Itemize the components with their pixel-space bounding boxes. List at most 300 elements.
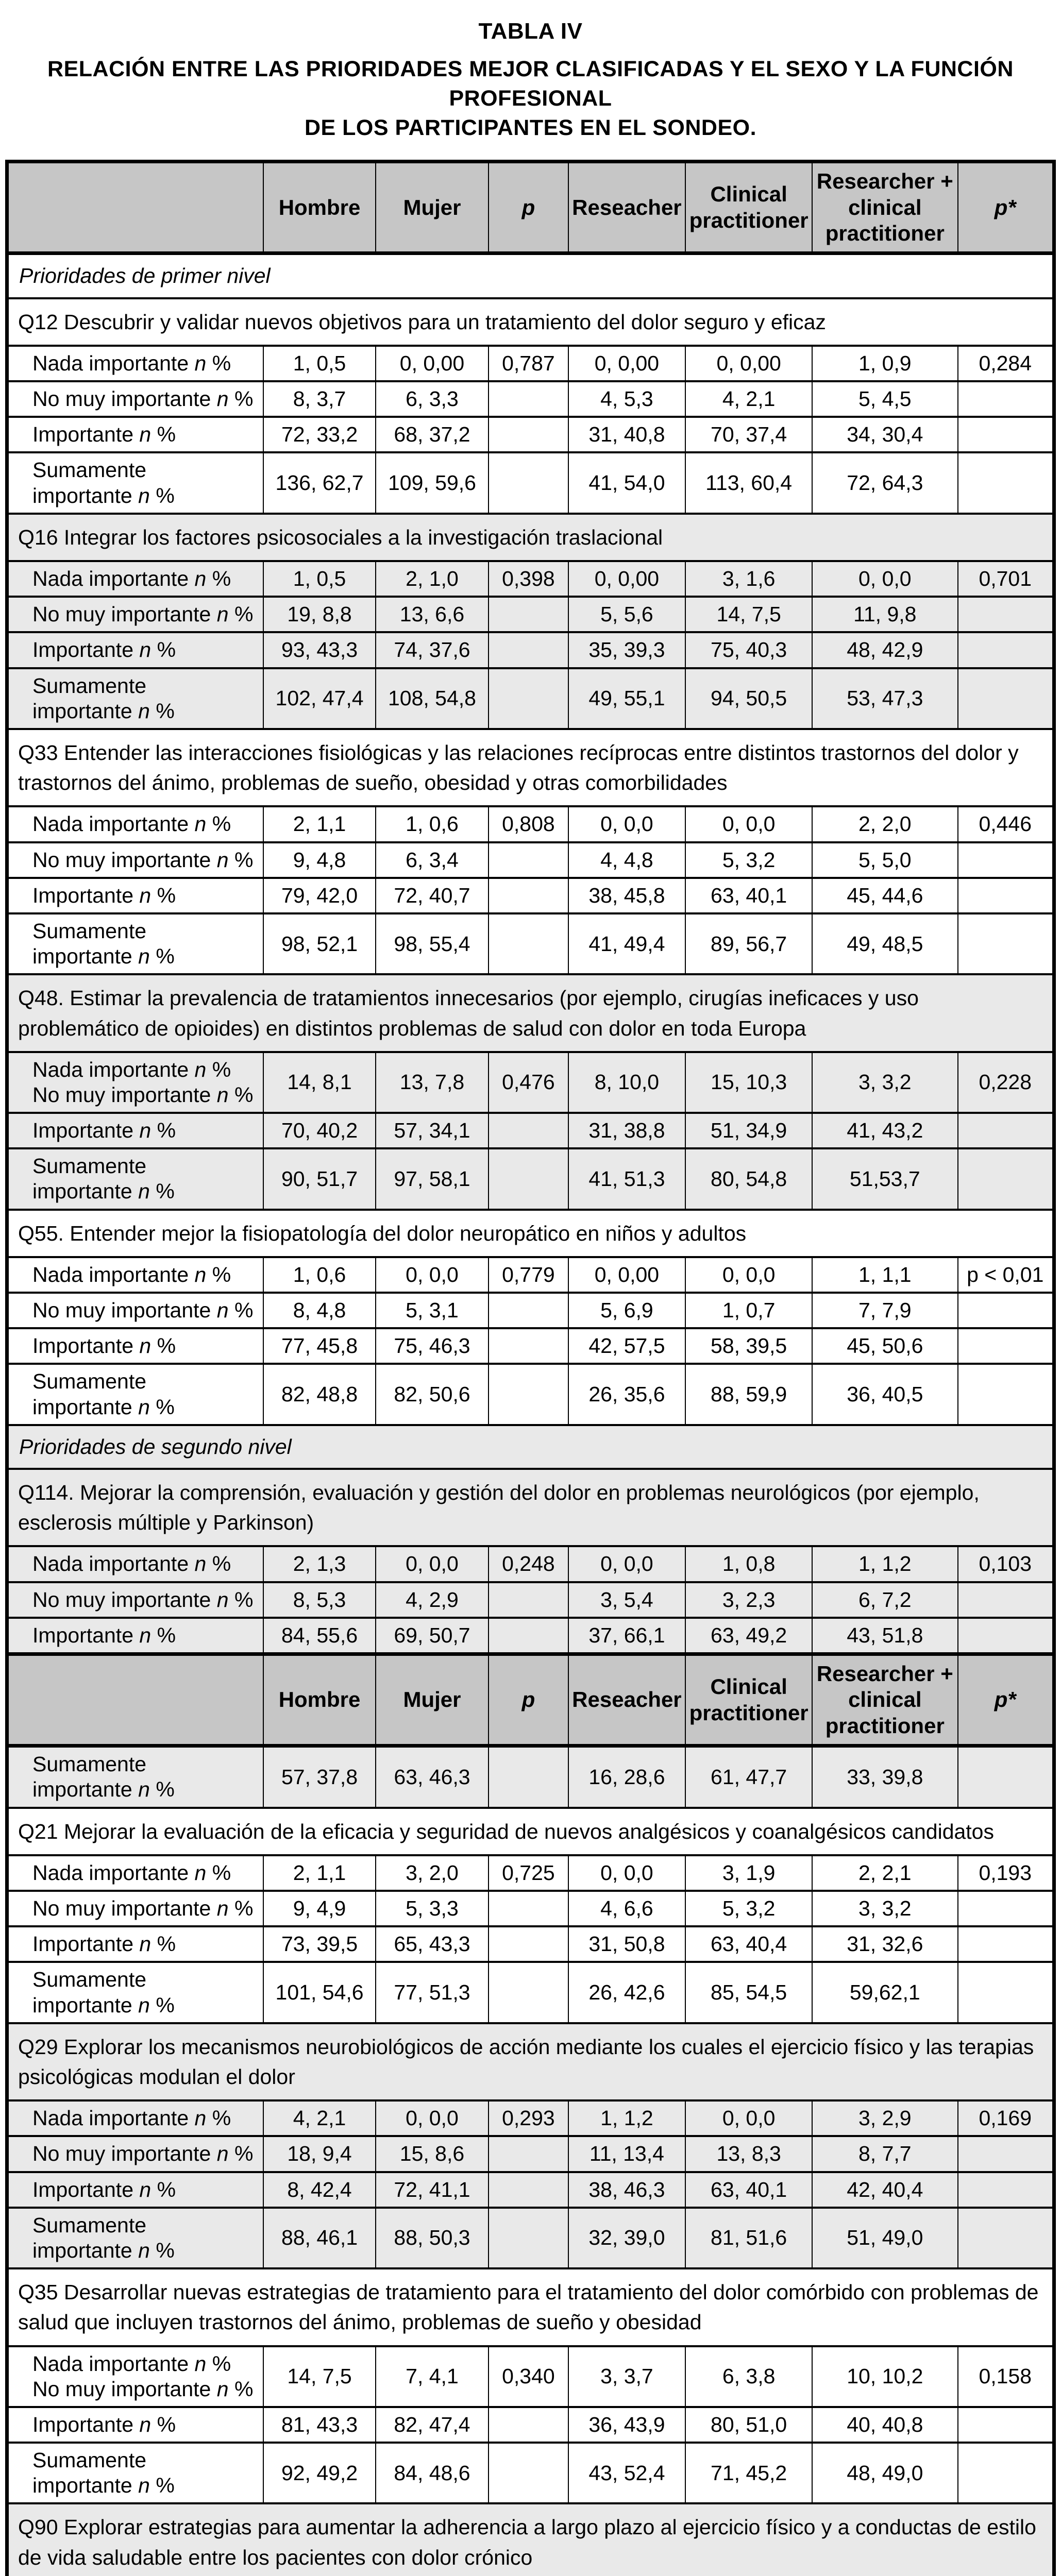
column-header-empty	[7, 1654, 264, 1746]
row-label: Sumamente importante n %	[7, 1962, 264, 2023]
value-cell: 0,193	[958, 1855, 1054, 1891]
value-cell: 3, 3,2	[812, 1891, 957, 1926]
value-cell: 0, 0,0	[376, 2100, 489, 2136]
data-row	[7, 806, 1054, 842]
value-cell: 4, 2,1	[263, 2100, 375, 2136]
value-cell: 14, 7,5	[685, 597, 812, 632]
data-row	[7, 1746, 1054, 1808]
question-heading: Q29 Explorar los mecanismos neurobiológicos de acción mediante los cuales el ejercicio físico y las terapias psicológicas modulan el dolor	[7, 2023, 1054, 2100]
value-cell: 5, 3,3	[376, 1891, 489, 1926]
value-cell	[489, 2136, 568, 2172]
row-label: Nada importante n %	[7, 1855, 264, 1891]
value-cell: 10, 10,2	[812, 2346, 957, 2407]
value-cell: 79, 42,0	[263, 878, 375, 913]
value-cell: 0, 0,0	[568, 806, 686, 842]
value-cell	[489, 1148, 568, 1209]
value-cell	[958, 913, 1054, 974]
value-cell: 5, 5,0	[812, 842, 957, 878]
value-cell: 48, 42,9	[812, 632, 957, 668]
value-cell: 4, 2,1	[685, 381, 812, 417]
value-cell	[489, 452, 568, 513]
data-row	[7, 2100, 1054, 2136]
row-label: No muy importante n %	[7, 2136, 264, 2172]
row-label: Importante n %	[7, 1926, 264, 1962]
value-cell: 0,103	[958, 1546, 1054, 1582]
value-cell: 89, 56,7	[685, 913, 812, 974]
value-cell: 6, 3,8	[685, 2346, 812, 2407]
value-cell: 88, 59,9	[685, 1364, 812, 1425]
value-cell: 70, 37,4	[685, 417, 812, 452]
value-cell	[489, 1328, 568, 1364]
value-cell: 77, 51,3	[376, 1962, 489, 2023]
value-cell: 41, 51,3	[568, 1148, 686, 1209]
row-label: Sumamente importante n %	[7, 1746, 264, 1808]
value-cell	[958, 2407, 1054, 2443]
value-cell: 2, 1,3	[263, 1546, 375, 1582]
value-cell	[958, 597, 1054, 632]
value-cell: 2, 1,1	[263, 1855, 375, 1891]
value-cell	[489, 1364, 568, 1425]
value-cell: 63, 40,1	[685, 878, 812, 913]
column-header-row	[7, 162, 1054, 253]
value-cell: 3, 1,9	[685, 1855, 812, 1891]
row-label: Sumamente importante n %	[7, 452, 264, 513]
value-cell: 4, 5,3	[568, 381, 686, 417]
row-label: Nada importante n %	[7, 2100, 264, 2136]
row-label: Importante n %	[7, 417, 264, 452]
value-cell	[489, 1926, 568, 1962]
value-cell: 109, 59,6	[376, 452, 489, 513]
value-cell	[958, 1293, 1054, 1328]
table-title-line-1: RELACIÓN ENTRE LAS PRIORIDADES MEJOR CLASIFICADAS Y EL SEXO Y LA FUNCIÓN PROFESIONAL	[47, 57, 1014, 111]
value-cell: 65, 43,3	[376, 1926, 489, 1962]
value-cell: 59,62,1	[812, 1962, 957, 2023]
value-cell	[489, 632, 568, 668]
value-cell: 72, 41,1	[376, 2172, 489, 2208]
data-row	[7, 2443, 1054, 2503]
data-row	[7, 1364, 1054, 1425]
value-cell: 0, 0,0	[568, 1546, 686, 1582]
value-cell: 5, 3,1	[376, 1293, 489, 1328]
value-cell: 3, 3,7	[568, 2346, 686, 2407]
value-cell: 1, 1,2	[812, 1546, 957, 1582]
column-header: Hombre	[263, 162, 375, 253]
value-cell: 18, 9,4	[263, 2136, 375, 2172]
value-cell: p < 0,01	[958, 1257, 1054, 1293]
value-cell: 1, 0,6	[376, 806, 489, 842]
value-cell: 8, 3,7	[263, 381, 375, 417]
value-cell: 0,787	[489, 346, 568, 381]
row-label: Sumamente importante n %	[7, 913, 264, 974]
value-cell	[489, 1891, 568, 1926]
value-cell: 53, 47,3	[812, 668, 957, 729]
value-cell: 0, 0,0	[568, 1855, 686, 1891]
value-cell: 6, 3,3	[376, 381, 489, 417]
value-cell: 36, 43,9	[568, 2407, 686, 2443]
value-cell: 1, 0,5	[263, 561, 375, 597]
value-cell: 72, 33,2	[263, 417, 375, 452]
data-row	[7, 1257, 1054, 1293]
question-heading: Q21 Mejorar la evaluación de la eficacia y seguridad de nuevos analgésicos y coanalgésicos candidatos	[7, 1808, 1054, 1855]
value-cell	[958, 1328, 1054, 1364]
value-cell: 31, 38,8	[568, 1113, 686, 1148]
value-cell: 38, 46,3	[568, 2172, 686, 2208]
value-cell: 33, 39,8	[812, 1746, 957, 1808]
column-header: Mujer	[376, 1654, 489, 1746]
column-header: Clinical practitioner	[685, 1654, 812, 1746]
question-heading: Q12 Descubrir y validar nuevos objetivos para un tratamiento del dolor seguro y eficaz	[7, 298, 1054, 346]
data-row	[7, 1618, 1054, 1654]
value-cell: 0, 0,0	[685, 806, 812, 842]
data-row	[7, 1293, 1054, 1328]
value-cell: 5, 6,9	[568, 1293, 686, 1328]
value-cell: 8, 42,4	[263, 2172, 375, 2208]
value-cell: 0,725	[489, 1855, 568, 1891]
row-label: Importante n %	[7, 878, 264, 913]
column-header: p	[489, 162, 568, 253]
value-cell	[958, 1364, 1054, 1425]
value-cell: 75, 46,3	[376, 1328, 489, 1364]
value-cell: 13, 8,3	[685, 2136, 812, 2172]
value-cell: 16, 28,6	[568, 1746, 686, 1808]
value-cell: 75, 40,3	[685, 632, 812, 668]
value-cell: 84, 48,6	[376, 2443, 489, 2503]
value-cell: 13, 6,6	[376, 597, 489, 632]
value-cell: 7, 7,9	[812, 1293, 957, 1328]
value-cell	[958, 1148, 1054, 1209]
value-cell: 2, 1,0	[376, 561, 489, 597]
value-cell	[489, 597, 568, 632]
row-label: Nada importante n %	[7, 346, 264, 381]
value-cell: 26, 42,6	[568, 1962, 686, 2023]
value-cell	[489, 2208, 568, 2268]
column-header: Mujer	[376, 162, 489, 253]
value-cell: 15, 8,6	[376, 2136, 489, 2172]
value-cell	[958, 1926, 1054, 1962]
value-cell: 0, 0,0	[685, 2100, 812, 2136]
value-cell	[958, 2208, 1054, 2268]
value-cell: 90, 51,7	[263, 1148, 375, 1209]
value-cell: 11, 13,4	[568, 2136, 686, 2172]
data-row	[7, 878, 1054, 913]
value-cell: 38, 45,8	[568, 878, 686, 913]
value-cell	[958, 2136, 1054, 2172]
value-cell: 51, 49,0	[812, 2208, 957, 2268]
value-cell: 51,53,7	[812, 1148, 957, 1209]
value-cell	[958, 2443, 1054, 2503]
value-cell: 113, 60,4	[685, 452, 812, 513]
row-label: Sumamente importante n %	[7, 1148, 264, 1209]
value-cell: 3, 2,9	[812, 2100, 957, 2136]
data-row	[7, 2407, 1054, 2443]
value-cell	[958, 2172, 1054, 2208]
question-heading: Q16 Integrar los factores psicosociales a la investigación traslacional	[7, 514, 1054, 561]
value-cell	[489, 913, 568, 974]
value-cell	[489, 2443, 568, 2503]
value-cell: 0, 0,00	[568, 346, 686, 381]
question-heading-row	[7, 2268, 1054, 2346]
value-cell: 0,169	[958, 2100, 1054, 2136]
data-row	[7, 417, 1054, 452]
value-cell	[958, 1962, 1054, 2023]
value-cell	[958, 1891, 1054, 1926]
value-cell: 6, 3,4	[376, 842, 489, 878]
question-heading-row	[7, 298, 1054, 346]
value-cell: 97, 58,1	[376, 1148, 489, 1209]
table-title-line-2: DE LOS PARTICIPANTES EN EL SONDEO.	[304, 115, 757, 140]
value-cell: 82, 50,6	[376, 1364, 489, 1425]
value-cell: 14, 8,1	[263, 1052, 375, 1113]
value-cell: 57, 34,1	[376, 1113, 489, 1148]
row-label: No muy importante n %	[7, 842, 264, 878]
value-cell: 84, 55,6	[263, 1618, 375, 1654]
data-row	[7, 1113, 1054, 1148]
level-heading-row	[7, 253, 1054, 298]
column-header: Researcher + clinical practitioner	[812, 162, 957, 253]
value-cell: 0, 0,00	[376, 346, 489, 381]
level-heading-row	[7, 1425, 1054, 1469]
data-row	[7, 1855, 1054, 1891]
value-cell	[489, 417, 568, 452]
value-cell: 48, 49,0	[812, 2443, 957, 2503]
data-row	[7, 2208, 1054, 2268]
value-cell: 5, 4,5	[812, 381, 957, 417]
row-label: No muy importante n %	[7, 1582, 264, 1618]
value-cell: 0,228	[958, 1052, 1054, 1113]
value-cell: 1, 0,7	[685, 1293, 812, 1328]
value-cell	[958, 452, 1054, 513]
value-cell: 0,808	[489, 806, 568, 842]
value-cell: 1, 1,2	[568, 2100, 686, 2136]
data-row	[7, 452, 1054, 513]
value-cell: 14, 7,5	[263, 2346, 375, 2407]
question-heading: Q114. Mejorar la comprensión, evaluación y gestión del dolor en problemas neurológicos (por ejemplo, esclerosis múltiple y Parkinson)	[7, 1469, 1054, 1546]
question-heading: Q90 Explorar estrategias para aumentar la adherencia a largo plazo al ejercicio físico y a conductas de estilo de vida saludable entre los pacientes con dolor crónico	[7, 2503, 1054, 2576]
value-cell: 0, 0,0	[685, 1257, 812, 1293]
level-heading: Prioridades de segundo nivel	[7, 1425, 1054, 1469]
value-cell: 0,476	[489, 1052, 568, 1113]
value-cell	[958, 381, 1054, 417]
value-cell: 0, 0,0	[376, 1257, 489, 1293]
value-cell: 7, 4,1	[376, 2346, 489, 2407]
value-cell: 3, 1,6	[685, 561, 812, 597]
value-cell: 73, 39,5	[263, 1926, 375, 1962]
row-label: Importante n %	[7, 1328, 264, 1364]
value-cell	[489, 1962, 568, 2023]
value-cell: 63, 49,2	[685, 1618, 812, 1654]
value-cell: 1, 0,9	[812, 346, 957, 381]
value-cell: 0,284	[958, 346, 1054, 381]
value-cell: 49, 55,1	[568, 668, 686, 729]
value-cell: 3, 5,4	[568, 1582, 686, 1618]
value-cell: 85, 54,5	[685, 1962, 812, 2023]
value-cell: 1, 0,6	[263, 1257, 375, 1293]
data-row	[7, 913, 1054, 974]
value-cell: 5, 3,2	[685, 1891, 812, 1926]
value-cell	[958, 1746, 1054, 1808]
value-cell: 3, 3,2	[812, 1052, 957, 1113]
value-cell: 57, 37,8	[263, 1746, 375, 1808]
column-header: p*	[958, 1654, 1054, 1746]
value-cell: 1, 0,5	[263, 346, 375, 381]
data-row	[7, 668, 1054, 729]
value-cell: 0, 0,00	[685, 346, 812, 381]
value-cell: 0,340	[489, 2346, 568, 2407]
data-row	[7, 381, 1054, 417]
row-label: Nada importante n %	[7, 1257, 264, 1293]
value-cell	[489, 2407, 568, 2443]
value-cell: 4, 4,8	[568, 842, 686, 878]
row-label: Sumamente importante n %	[7, 2208, 264, 2268]
question-heading-row	[7, 1210, 1054, 1257]
value-cell: 11, 9,8	[812, 597, 957, 632]
row-label: Sumamente importante n %	[7, 1364, 264, 1425]
data-row	[7, 346, 1054, 381]
value-cell: 81, 51,6	[685, 2208, 812, 2268]
value-cell: 0,446	[958, 806, 1054, 842]
value-cell: 81, 43,3	[263, 2407, 375, 2443]
value-cell: 2, 2,0	[812, 806, 957, 842]
value-cell: 88, 50,3	[376, 2208, 489, 2268]
value-cell: 88, 46,1	[263, 2208, 375, 2268]
value-cell: 41, 43,2	[812, 1113, 957, 1148]
value-cell: 82, 48,8	[263, 1364, 375, 1425]
value-cell	[489, 1293, 568, 1328]
priorities-table	[5, 160, 1056, 2576]
value-cell: 43, 51,8	[812, 1618, 957, 1654]
level-heading: Prioridades de primer nivel	[7, 253, 1054, 298]
value-cell: 49, 48,5	[812, 913, 957, 974]
question-heading-row	[7, 2503, 1054, 2576]
row-label: Importante n %	[7, 1618, 264, 1654]
data-row	[7, 1582, 1054, 1618]
value-cell: 101, 54,6	[263, 1962, 375, 2023]
value-cell: 102, 47,4	[263, 668, 375, 729]
value-cell: 3, 2,0	[376, 1855, 489, 1891]
question-heading-row	[7, 2023, 1054, 2100]
value-cell	[958, 1618, 1054, 1654]
value-cell: 68, 37,2	[376, 417, 489, 452]
column-header: Researcher + clinical practitioner	[812, 1654, 957, 1746]
value-cell	[489, 1113, 568, 1148]
value-cell: 80, 54,8	[685, 1148, 812, 1209]
question-heading-row	[7, 1808, 1054, 1855]
value-cell	[489, 1746, 568, 1808]
value-cell: 26, 35,6	[568, 1364, 686, 1425]
value-cell: 4, 6,6	[568, 1891, 686, 1926]
value-cell: 51, 34,9	[685, 1113, 812, 1148]
value-cell	[489, 878, 568, 913]
value-cell: 63, 40,1	[685, 2172, 812, 2208]
value-cell: 0,248	[489, 1546, 568, 1582]
value-cell: 8, 4,8	[263, 1293, 375, 1328]
value-cell: 82, 47,4	[376, 2407, 489, 2443]
value-cell: 0,701	[958, 561, 1054, 597]
value-cell: 98, 52,1	[263, 913, 375, 974]
value-cell	[489, 2172, 568, 2208]
value-cell: 40, 40,8	[812, 2407, 957, 2443]
value-cell: 108, 54,8	[376, 668, 489, 729]
question-heading: Q35 Desarrollar nuevas estrategias de tratamiento para el tratamiento del dolor comórbido con problemas de salud que incluyen trastornos del ánimo, problemas de sueño y obesidad	[7, 2268, 1054, 2346]
value-cell: 5, 3,2	[685, 842, 812, 878]
value-cell: 42, 57,5	[568, 1328, 686, 1364]
column-header-row	[7, 1654, 1054, 1746]
row-label: No muy importante n %	[7, 1293, 264, 1328]
value-cell: 1, 0,8	[685, 1546, 812, 1582]
value-cell	[958, 842, 1054, 878]
value-cell: 69, 50,7	[376, 1618, 489, 1654]
value-cell: 9, 4,9	[263, 1891, 375, 1926]
value-cell: 74, 37,6	[376, 632, 489, 668]
value-cell: 0,398	[489, 561, 568, 597]
column-header: p*	[958, 162, 1054, 253]
row-label: Nada importante n %	[7, 806, 264, 842]
value-cell: 80, 51,0	[685, 2407, 812, 2443]
value-cell: 61, 47,7	[685, 1746, 812, 1808]
value-cell: 98, 55,4	[376, 913, 489, 974]
column-header: Reseacher	[568, 162, 686, 253]
value-cell: 77, 45,8	[263, 1328, 375, 1364]
value-cell: 0,293	[489, 2100, 568, 2136]
question-heading-row	[7, 1469, 1054, 1546]
data-row	[7, 842, 1054, 878]
data-row	[7, 632, 1054, 668]
row-label: Nada importante n % No muy importante n %	[7, 2346, 264, 2407]
value-cell: 71, 45,2	[685, 2443, 812, 2503]
value-cell: 31, 50,8	[568, 1926, 686, 1962]
data-row	[7, 1052, 1054, 1113]
data-row	[7, 1926, 1054, 1962]
value-cell	[489, 668, 568, 729]
value-cell: 63, 40,4	[685, 1926, 812, 1962]
value-cell: 37, 66,1	[568, 1618, 686, 1654]
question-heading: Q33 Entender las interacciones fisiológicas y las relaciones recíprocas entre distintos trastornos del dolor y trastornos del ánimo, problemas de sueño, obesidad y otras comorbilidades	[7, 729, 1054, 806]
value-cell: 36, 40,5	[812, 1364, 957, 1425]
value-cell: 72, 40,7	[376, 878, 489, 913]
value-cell	[958, 878, 1054, 913]
question-heading-row	[7, 729, 1054, 806]
value-cell: 19, 8,8	[263, 597, 375, 632]
column-header: Reseacher	[568, 1654, 686, 1746]
data-row	[7, 1546, 1054, 1582]
value-cell: 45, 50,6	[812, 1328, 957, 1364]
value-cell: 8, 5,3	[263, 1582, 375, 1618]
value-cell: 13, 7,8	[376, 1052, 489, 1113]
column-header: Clinical practitioner	[685, 162, 812, 253]
column-header: Hombre	[263, 1654, 375, 1746]
question-heading: Q48. Estimar la prevalencia de tratamientos innecesarios (por ejemplo, cirugías ineficaces y uso problemático de opioides) en distintos problemas de salud con dolor en toda Europa	[7, 974, 1054, 1052]
value-cell: 32, 39,0	[568, 2208, 686, 2268]
table-caption	[5, 19, 1056, 142]
data-row	[7, 561, 1054, 597]
value-cell: 41, 49,4	[568, 913, 686, 974]
data-row	[7, 1328, 1054, 1364]
row-label: Nada importante n %	[7, 561, 264, 597]
value-cell: 45, 44,6	[812, 878, 957, 913]
value-cell	[958, 1582, 1054, 1618]
value-cell: 58, 39,5	[685, 1328, 812, 1364]
value-cell	[489, 842, 568, 878]
data-row	[7, 2172, 1054, 2208]
value-cell: 0, 0,0	[812, 561, 957, 597]
value-cell	[489, 381, 568, 417]
value-cell: 0,779	[489, 1257, 568, 1293]
value-cell: 93, 43,3	[263, 632, 375, 668]
row-label: Importante n %	[7, 632, 264, 668]
value-cell: 94, 50,5	[685, 668, 812, 729]
value-cell: 4, 2,9	[376, 1582, 489, 1618]
value-cell	[958, 417, 1054, 452]
